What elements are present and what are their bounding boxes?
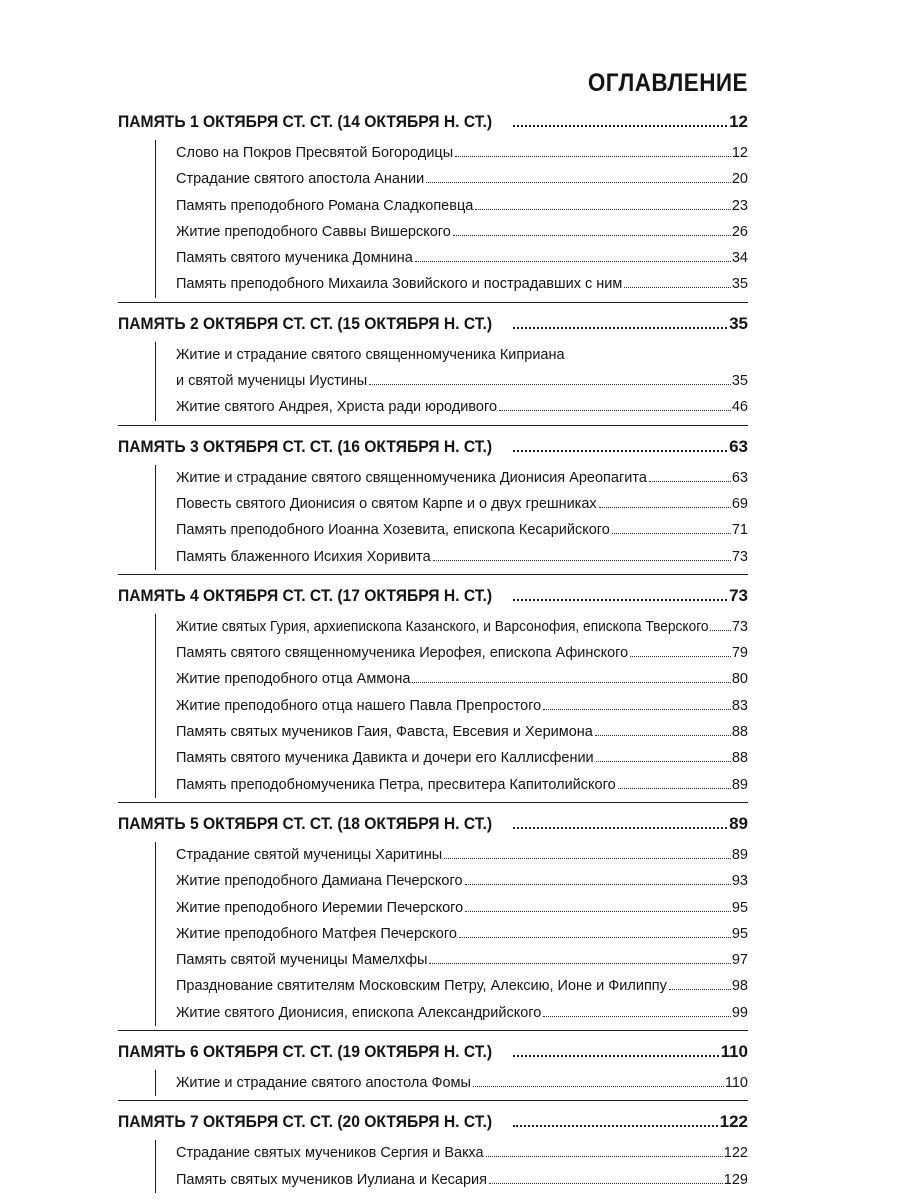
toc-entry[interactable]: [176, 271, 748, 297]
section-heading[interactable]: [118, 306, 748, 342]
toc-section: [118, 806, 748, 1031]
entry-page-number: 95: [731, 925, 748, 942]
entry-page-number: 23: [731, 197, 748, 214]
entry-page-number: 79: [731, 645, 748, 662]
entry-title: Память святого священномученика Иерофея, епископа Афинского: [176, 645, 629, 662]
entry-page-number: 71: [731, 522, 748, 539]
toc-section: [118, 578, 748, 803]
entry-page-number: 88: [731, 750, 748, 767]
toc-entry[interactable]: [176, 491, 748, 517]
toc-entry[interactable]: [176, 640, 748, 666]
section-entries: [155, 1140, 748, 1193]
section-heading-text: ПАМЯТЬ 5 ОКТЯБРЯ СТ. СТ. (18 ОКТЯБРЯ Н. СТ.): [118, 813, 493, 833]
toc-entry[interactable]: [176, 219, 748, 245]
toc-entry[interactable]: [176, 342, 748, 368]
entry-title: Повесть святого Дионисия о святом Карпе и о двух грешниках: [176, 495, 597, 512]
entry-title: Память преподобного Иоанна Хозевита, епископа Кесарийского: [176, 522, 610, 539]
toc-entry[interactable]: [176, 614, 748, 640]
entry-title: Житие святого Андрея, Христа ради юродивого: [176, 399, 498, 416]
entry-title: Житие и страдание святого священномученика Дионисия Ареопагита: [176, 469, 647, 486]
dot-leader: [618, 788, 731, 789]
dot-leader: [429, 963, 730, 964]
entry-title: Житие преподобного Матфея Печерского: [176, 925, 457, 942]
toc-entry[interactable]: [176, 394, 748, 420]
toc-entry[interactable]: [176, 368, 748, 394]
entry-page-number: 99: [731, 1004, 748, 1021]
dot-leader: [543, 709, 731, 710]
entry-title: Страдание святых мучеников Сергия и Вакха: [176, 1145, 484, 1162]
section-page-number: 12: [729, 112, 748, 131]
dot-leader: [710, 630, 730, 631]
toc-entry[interactable]: [176, 1070, 748, 1096]
entry-page-number: 89: [731, 846, 748, 863]
toc-entry[interactable]: [176, 517, 748, 543]
entry-title: Житие святых Гурия, архиепископа Казанского, и Варсонофия, епископа Тверского: [176, 618, 709, 635]
section-entries: [155, 1070, 748, 1096]
section-entries: [155, 465, 748, 570]
dot-leader: [426, 182, 731, 183]
dot-leader: [543, 1016, 731, 1017]
section-page-number: 73: [729, 585, 748, 605]
entry-title: Память святых мучеников Иулиана и Кесария: [176, 1171, 487, 1188]
dot-leader: [595, 735, 731, 736]
toc-entry[interactable]: [176, 166, 748, 192]
entry-title: Память святого мученика Давикта и дочери его Каллисфении: [176, 750, 594, 767]
toc-entry[interactable]: [176, 1000, 748, 1026]
entry-page-number: 34: [731, 250, 748, 267]
dot-leader: [513, 1055, 719, 1057]
section-heading[interactable]: [118, 578, 748, 614]
section-heading-text: ПАМЯТЬ 1 ОКТЯБРЯ СТ. СТ. (14 ОКТЯБРЯ Н. СТ.): [118, 112, 493, 131]
entry-title: Слово на Покров Пресвятой Богородицы: [176, 145, 454, 161]
dot-leader: [453, 235, 731, 236]
section-heading[interactable]: [118, 806, 748, 842]
dot-leader: [444, 858, 731, 859]
dot-leader: [499, 410, 731, 411]
section-heading-text: ПАМЯТЬ 4 ОКТЯБРЯ СТ. СТ. (17 ОКТЯБРЯ Н. СТ.): [118, 585, 493, 605]
toc-sections: [118, 104, 748, 1197]
entry-page-number: 98: [731, 978, 748, 995]
dot-leader: [624, 287, 731, 288]
entry-page-number: 46: [731, 399, 748, 416]
toc-entry[interactable]: [176, 666, 748, 692]
toc-section: [118, 1034, 748, 1101]
dot-leader: [669, 989, 731, 990]
entry-title: Память преподобного Михаила Зовийского и пострадавших с ним: [176, 276, 623, 293]
entry-title: Житие преподобного Дамиана Печерского: [176, 873, 463, 890]
dot-leader: [473, 1086, 724, 1087]
entry-title: Память святого мученика Домнина: [176, 250, 413, 267]
section-page-number: 35: [729, 313, 748, 333]
toc-section: [118, 1104, 748, 1197]
toc-entry[interactable]: [176, 895, 748, 921]
entry-page-number: 89: [731, 776, 748, 793]
entry-page-number: 93: [731, 873, 748, 890]
entry-title: и святой мученицы Иустины: [176, 373, 368, 390]
dot-leader: [486, 1156, 723, 1157]
entry-title: Память преподобного Романа Сладкопевца: [176, 197, 474, 214]
dot-leader: [596, 761, 731, 762]
dot-leader: [459, 937, 731, 938]
toc-entry[interactable]: [176, 245, 748, 271]
entry-title: Житие преподобного Иеремии Печерского: [176, 899, 464, 916]
toc-section: [118, 429, 748, 575]
dot-leader: [513, 827, 727, 829]
toc-entry[interactable]: [176, 544, 748, 570]
dot-leader: [465, 884, 731, 885]
section-heading[interactable]: [118, 429, 748, 465]
entry-title: Житие святого Дионисия, епископа Александрийского: [176, 1004, 542, 1021]
section-heading[interactable]: [118, 104, 748, 140]
dot-leader: [415, 261, 731, 262]
dot-leader: [475, 209, 731, 210]
entry-title: Житие преподобного Саввы Вишерского: [176, 223, 451, 240]
entry-title: Житие преподобного отца нашего Павла Препростого: [176, 697, 542, 714]
entry-page-number: 35: [731, 276, 748, 293]
entry-page-number: 122: [723, 1145, 748, 1162]
entry-title: Память святой мученицы Мамелхфы: [176, 952, 428, 969]
entry-page-number: 12: [731, 145, 748, 161]
entry-title: Память преподобномученика Петра, пресвитера Капитолийского: [176, 776, 616, 793]
entry-page-number: 88: [731, 724, 748, 741]
toc-entry[interactable]: [176, 140, 748, 166]
toc-entry[interactable]: [176, 1167, 748, 1193]
section-entries: [155, 614, 748, 798]
entry-title: Память блаженного Исихия Хоривита: [176, 548, 431, 565]
dot-leader: [513, 1125, 718, 1127]
toc-entry[interactable]: [176, 745, 748, 771]
entry-title: Празднование святителям Московским Петру, Алексию, Ионе и Филиппу: [176, 978, 667, 995]
toc-entry[interactable]: [176, 693, 748, 719]
dot-leader: [489, 1183, 723, 1184]
entry-page-number: 80: [731, 671, 748, 688]
toc-entry[interactable]: [176, 772, 748, 798]
dot-leader: [513, 327, 727, 329]
section-entries: [155, 342, 748, 421]
toc-entry[interactable]: [176, 193, 748, 219]
dot-leader: [433, 560, 731, 561]
section-page-number: 110: [720, 1042, 748, 1062]
toc-entry[interactable]: [176, 465, 748, 491]
entry-page-number: 20: [731, 171, 748, 188]
section-heading[interactable]: [118, 1034, 748, 1070]
dot-leader: [513, 599, 727, 601]
section-entries: [155, 140, 748, 298]
section-heading-text: ПАМЯТЬ 2 ОКТЯБРЯ СТ. СТ. (15 ОКТЯБРЯ Н. СТ.): [118, 313, 493, 333]
dot-leader: [513, 125, 727, 127]
entry-page-number: 73: [731, 548, 748, 565]
entry-title: Житие преподобного отца Аммона: [176, 671, 411, 688]
section-heading-text: ПАМЯТЬ 7 ОКТЯБРЯ СТ. СТ. (20 ОКТЯБРЯ Н. СТ.): [118, 1112, 493, 1132]
dot-leader: [649, 481, 731, 482]
toc-entry[interactable]: [176, 947, 748, 973]
section-page-number: 63: [729, 436, 748, 456]
entry-title: Страдание святой мученицы Харитины: [176, 846, 443, 863]
dot-leader: [455, 156, 731, 157]
dot-leader: [412, 682, 730, 683]
toc-entry[interactable]: [176, 868, 748, 894]
entry-page-number: 35: [731, 373, 748, 390]
dot-leader: [612, 533, 731, 534]
entry-page-number: 26: [731, 223, 748, 240]
entry-page-number: 63: [731, 469, 748, 486]
section-heading-text: ПАМЯТЬ 3 ОКТЯБРЯ СТ. СТ. (16 ОКТЯБРЯ Н. СТ.): [118, 436, 493, 456]
dot-leader: [513, 450, 727, 452]
toc-section: [118, 104, 748, 303]
entry-title: Память святых мучеников Гаия, Фавста, Евсевия и Херимона: [176, 724, 593, 741]
entry-page-number: 73: [731, 618, 748, 635]
toc-entry[interactable]: [176, 1140, 748, 1166]
dot-leader: [630, 656, 731, 657]
dot-leader: [599, 507, 731, 508]
entry-page-number: 129: [723, 1171, 748, 1188]
entry-page-number: 69: [731, 495, 748, 512]
entry-page-number: 95: [731, 899, 748, 916]
toc-section: [118, 306, 748, 426]
section-entries: [155, 842, 748, 1026]
toc-entry[interactable]: [176, 719, 748, 745]
entry-title: Страдание святого апостола Анании: [176, 171, 425, 188]
section-page-number: 122: [719, 1112, 748, 1132]
page-title: ОГЛАВЛЕНИЕ: [587, 69, 748, 97]
dot-leader: [465, 911, 731, 912]
section-heading-text: ПАМЯТЬ 6 ОКТЯБРЯ СТ. СТ. (19 ОКТЯБРЯ Н. СТ.): [118, 1042, 493, 1062]
section-page-number: 89: [729, 813, 748, 833]
toc-entry[interactable]: [176, 921, 748, 947]
entry-page-number: 110: [724, 1075, 748, 1092]
entry-title: Житие и страдание святого священномученика Киприана: [176, 346, 565, 363]
dot-leader: [369, 384, 731, 385]
entry-title: Житие и страдание святого апостола Фомы: [176, 1075, 471, 1092]
entry-page-number: 97: [731, 952, 748, 969]
table-of-contents: [118, 62, 748, 1200]
section-heading[interactable]: [118, 1104, 748, 1140]
toc-entry[interactable]: [176, 842, 748, 868]
toc-entry[interactable]: [176, 973, 748, 999]
entry-page-number: 83: [731, 697, 748, 714]
